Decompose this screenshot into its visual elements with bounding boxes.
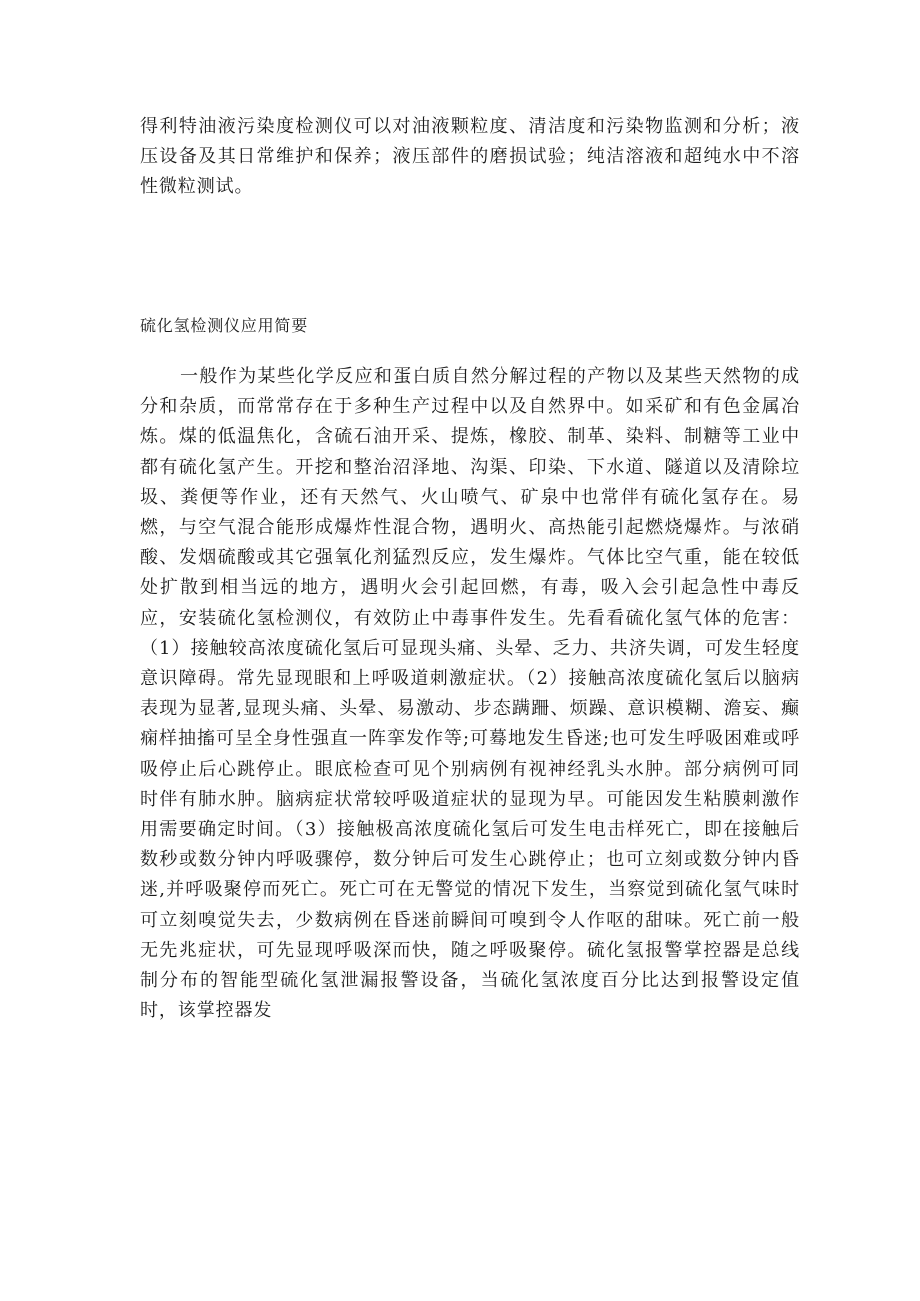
body-paragraph: 一般作为某些化学反应和蛋白质自然分解过程的产物以及某些天然物的成分和杂质，而常常存在于多种生产过程中以及自然界中。如采矿和有色金属冶炼。煤的低温焦化，含硫石油开采、提炼，橡胶、制革、染料、制糖等工业中都有硫化氢产生。开挖和整治沼泽地、沟渠、印染、下水道、隧道以及清除垃圾、粪便等作业，还有天然气、火山喷气、矿泉中也常伴有硫化氢存在。易燃，与空气混合能形成爆炸性混合物，遇明火、高热能引起燃烧爆炸。与浓硝酸、发烟硫酸或其它强氧化剂猛烈反应，发生爆炸。气体比空气重，能在较低处扩散到相当远的地方，遇明火会引起回燃，有毒，吸入会引起急性中毒反应，安装硫化氢检测仪，有效防止中毒事件发生。先看看硫化氢气体的危害：（1）接触较高浓度硫化氢后可显现头痛、头晕、乏力、共济失调，可发生轻度意识障碍。常先显现眼和上呼吸道刺激症状。（2）接触高浓度硫化氢后以脑病表现为显著,显现头痛、头晕、易激动、步态蹒跚、烦躁、意识模糊、澹妄、癫痫样抽搐可呈全身性强直一阵挛发作等;可蓦地发生昏迷;也可发生呼吸困难或呼吸停止后心跳停止。眼底检查可见个别病例有视神经乳头水肿。部分病例可同时伴有肺水肿。脑病症状常较呼吸道症状的显现为早。可能因发生粘膜刺激作用需要确定时间。（3）接触极高浓度硫化氢后可发生电击样死亡，即在接触后数秒或数分钟内呼吸骤停，数分钟后可发生心跳停止；也可立刻或数分钟内昏迷,并呼吸聚停而死亡。死亡可在无警觉的情况下发生，当察觉到硫化氢气味时可立刻嗅觉失去，少数病例在昏迷前瞬间可嗅到令人作呕的甜味。死亡前一般无先兆症状，可先显现呼吸深而快，随之呼吸聚停。硫化氢报警掌控器是总线制分布的智能型硫化氢泄漏报警设备，当硫化氢浓度百分比达到报警设定值时，该掌控器发 bbox=[140, 366, 800, 1022]
intro-paragraph: 得利特油液污染度检测仪可以对油液颗粒度、清洁度和污染物监测和分析；液压设备及其日常维护和保养；液压部件的磨损试验；纯洁溶液和超纯水中不溶性微粒测试。 bbox=[140, 116, 800, 198]
section-heading: 硫化氢检测仪应用简要 bbox=[140, 316, 309, 335]
